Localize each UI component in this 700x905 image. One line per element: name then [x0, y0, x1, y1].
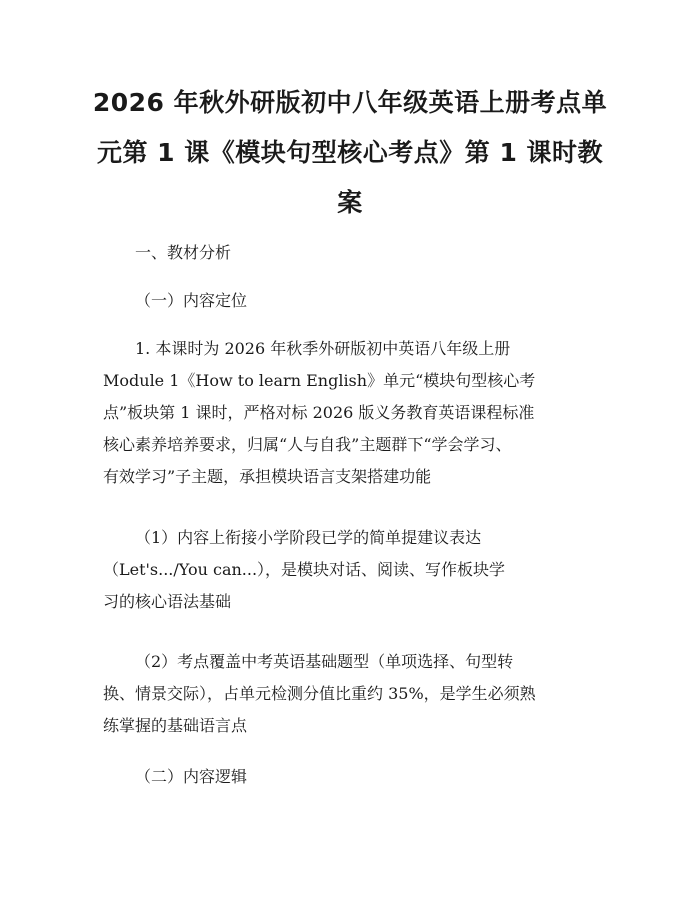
text-line: 换、情景交际），占单元检测分值比重约 35%，是学生必须熟	[103, 684, 536, 703]
text-line: 点”板块第 1 课时，严格对标 2026 版义务教育英语课程标准	[103, 403, 535, 422]
text-line: 练掌握的基础语言点	[103, 716, 248, 735]
title-line: 案	[337, 188, 363, 217]
text-line: （2）考点覆盖中考英语基础题型（单项选择、句型转	[135, 652, 514, 671]
text-line: （Let's.../You can...），是模块对话、阅读、写作板块学	[103, 560, 506, 579]
text-line: 核心素养培养要求，归属“人与自我”主题群下“学会学习、	[103, 435, 512, 454]
section-heading-textbook-analysis: 一、教材分析	[135, 243, 232, 262]
paragraph-lesson-overview	[103, 333, 598, 493]
text-line: 1. 本课时为 2026 年秋季外研版初中英语八年级上册	[135, 339, 511, 358]
text-line: （1）内容上衔接小学阶段已学的简单提建议表达	[135, 528, 482, 547]
text-line: Module 1《How to learn English》单元“模块句型核心考	[103, 371, 536, 390]
text-line: 有效学习”子主题，承担模块语言支架搭建功能	[103, 467, 432, 486]
text-line: 习的核心语法基础	[103, 592, 232, 611]
subsection-heading-content-logic: （二）内容逻辑	[135, 767, 248, 786]
subsection-heading-content-positioning: （一）内容定位	[135, 291, 248, 310]
paragraph-point-2	[103, 646, 598, 742]
title-line: 元第 1 课《模块句型核心考点》第 1 课时教	[96, 138, 604, 167]
document-title	[60, 78, 640, 228]
title-line: 2026 年秋外研版初中八年级英语上册考点单	[92, 88, 608, 117]
paragraph-point-1	[103, 522, 598, 618]
